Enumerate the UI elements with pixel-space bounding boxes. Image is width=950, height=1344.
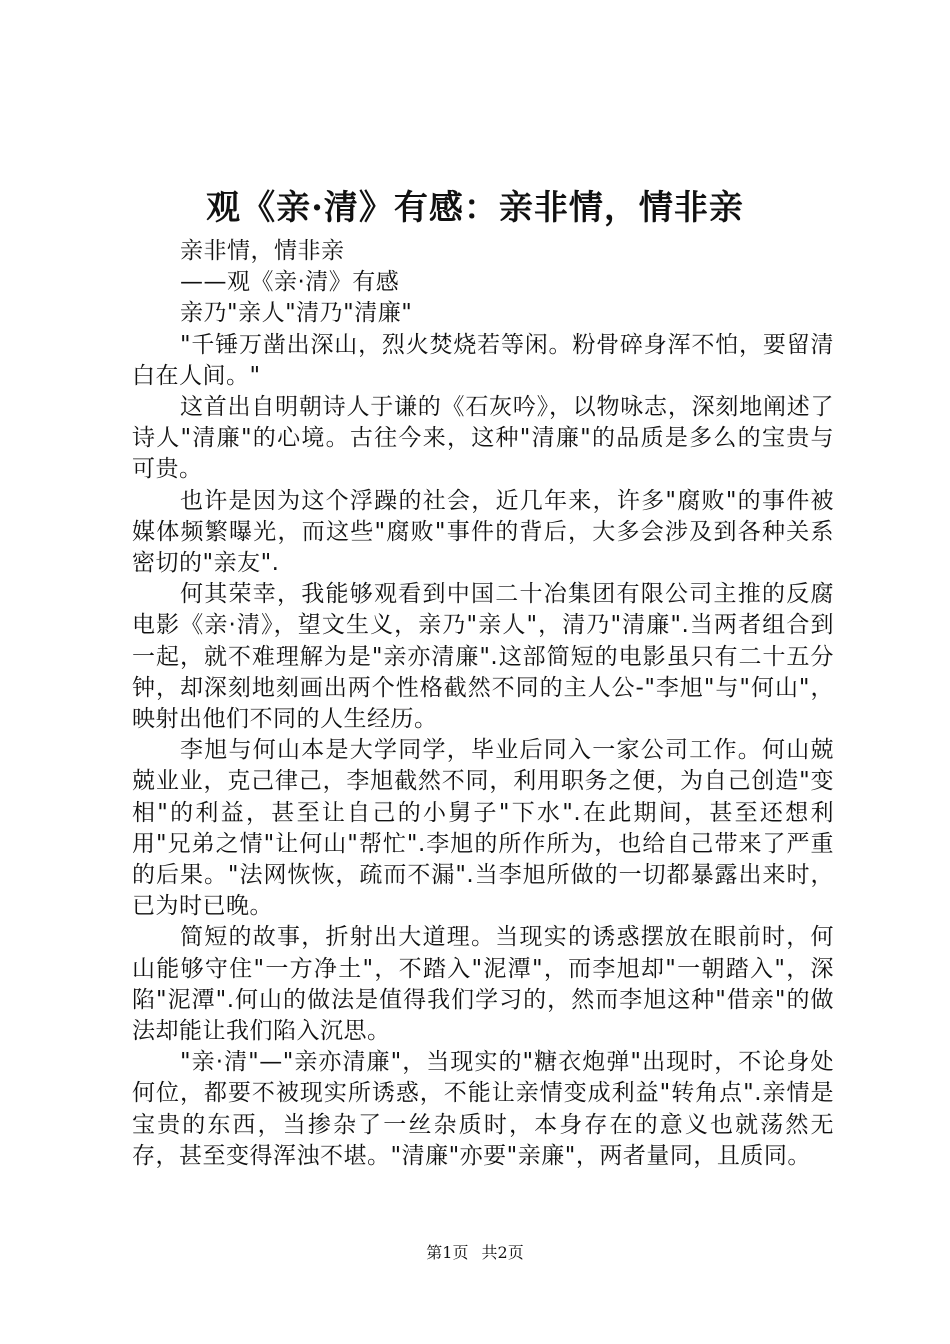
paragraph: 简短的故事，折射出大道理。当现实的诱惑摆放在眼前时，何山能够守住"一方净土"，不踏入"泥潭"，而李旭却"一朝踏入"，深陷"泥潭".何山的做法是值得我们学习的，然而李旭这种"借亲"的做法却能让我们陷入沉思。 (132, 924, 834, 1045)
paragraph: 也许是因为这个浮躁的社会，近几年来，许多"腐败"的事件被媒体频繁曝光，而这些"腐败"事件的背后，大多会涉及到各种关系密切的"亲友". (132, 487, 834, 577)
paragraph: "亲·清"—"亲亦清廉"，当现实的"糖衣炮弹"出现时，不论身处何位，都要不被现实所诱惑，不能让亲情变成利益"转角点".亲情是宝贵的东西，当掺杂了一丝杂质时，本身存在的意义也就荡然无存，甚至变得浑浊不堪。"清廉"亦要"亲廉"，两者量同，且质同。 (132, 1049, 834, 1169)
paragraph: 李旭与何山本是大学同学，毕业后同入一家公司工作。何山兢兢业业，克己律己，李旭截然不同，利用职务之便，为自己创造"变相"的利益，甚至让自己的小舅子"下水".在此期间，甚至还想利用"兄弟之情"让何山"帮忙".李旭的所作所为，也给自己带来了严重的后果。"法网恢恢，疏而不漏".当李旭所做的一切都暴露出来时，已为时已晚。 (132, 737, 834, 920)
paragraph: 这首出自明朝诗人于谦的《石灰吟》，以物咏志，深刻地阐述了诗人"清廉"的心境。古往今来，这种"清廉"的品质是多么的宝贵与可贵。 (132, 394, 834, 483)
paragraph: 亲非情，情非亲 (180, 238, 345, 264)
paragraph: ——观《亲·清》有感 (180, 269, 400, 296)
paragraph: "千锤万凿出深山，烈火焚烧若等闲。粉骨碎身浑不怕，要留清白在人间。" (132, 331, 834, 389)
document-body (132, 236, 834, 1172)
page-footer (0, 1242, 950, 1264)
page-number-total: 共2页 (481, 1243, 524, 1262)
paragraph: 亲乃"亲人"清乃"清廉" (180, 300, 413, 327)
document-title: 观《亲·清》有感：亲非情，情非亲 (206, 188, 744, 228)
page-number-current: 第1页 (426, 1243, 469, 1262)
paragraph: 何其荣幸，我能够观看到中国二十冶集团有限公司主推的反腐电影《亲·清》，望文生义，亲乃"亲人"，清乃"清廉".当两者组合到一起，就不难理解为是"亲亦清廉".这部简短的电影虽只有二十五分钟，却深刻地刻画出两个性格截然不同的主人公-"李旭"与"何山"，映射出他们不同的人生经历。 (132, 581, 834, 733)
